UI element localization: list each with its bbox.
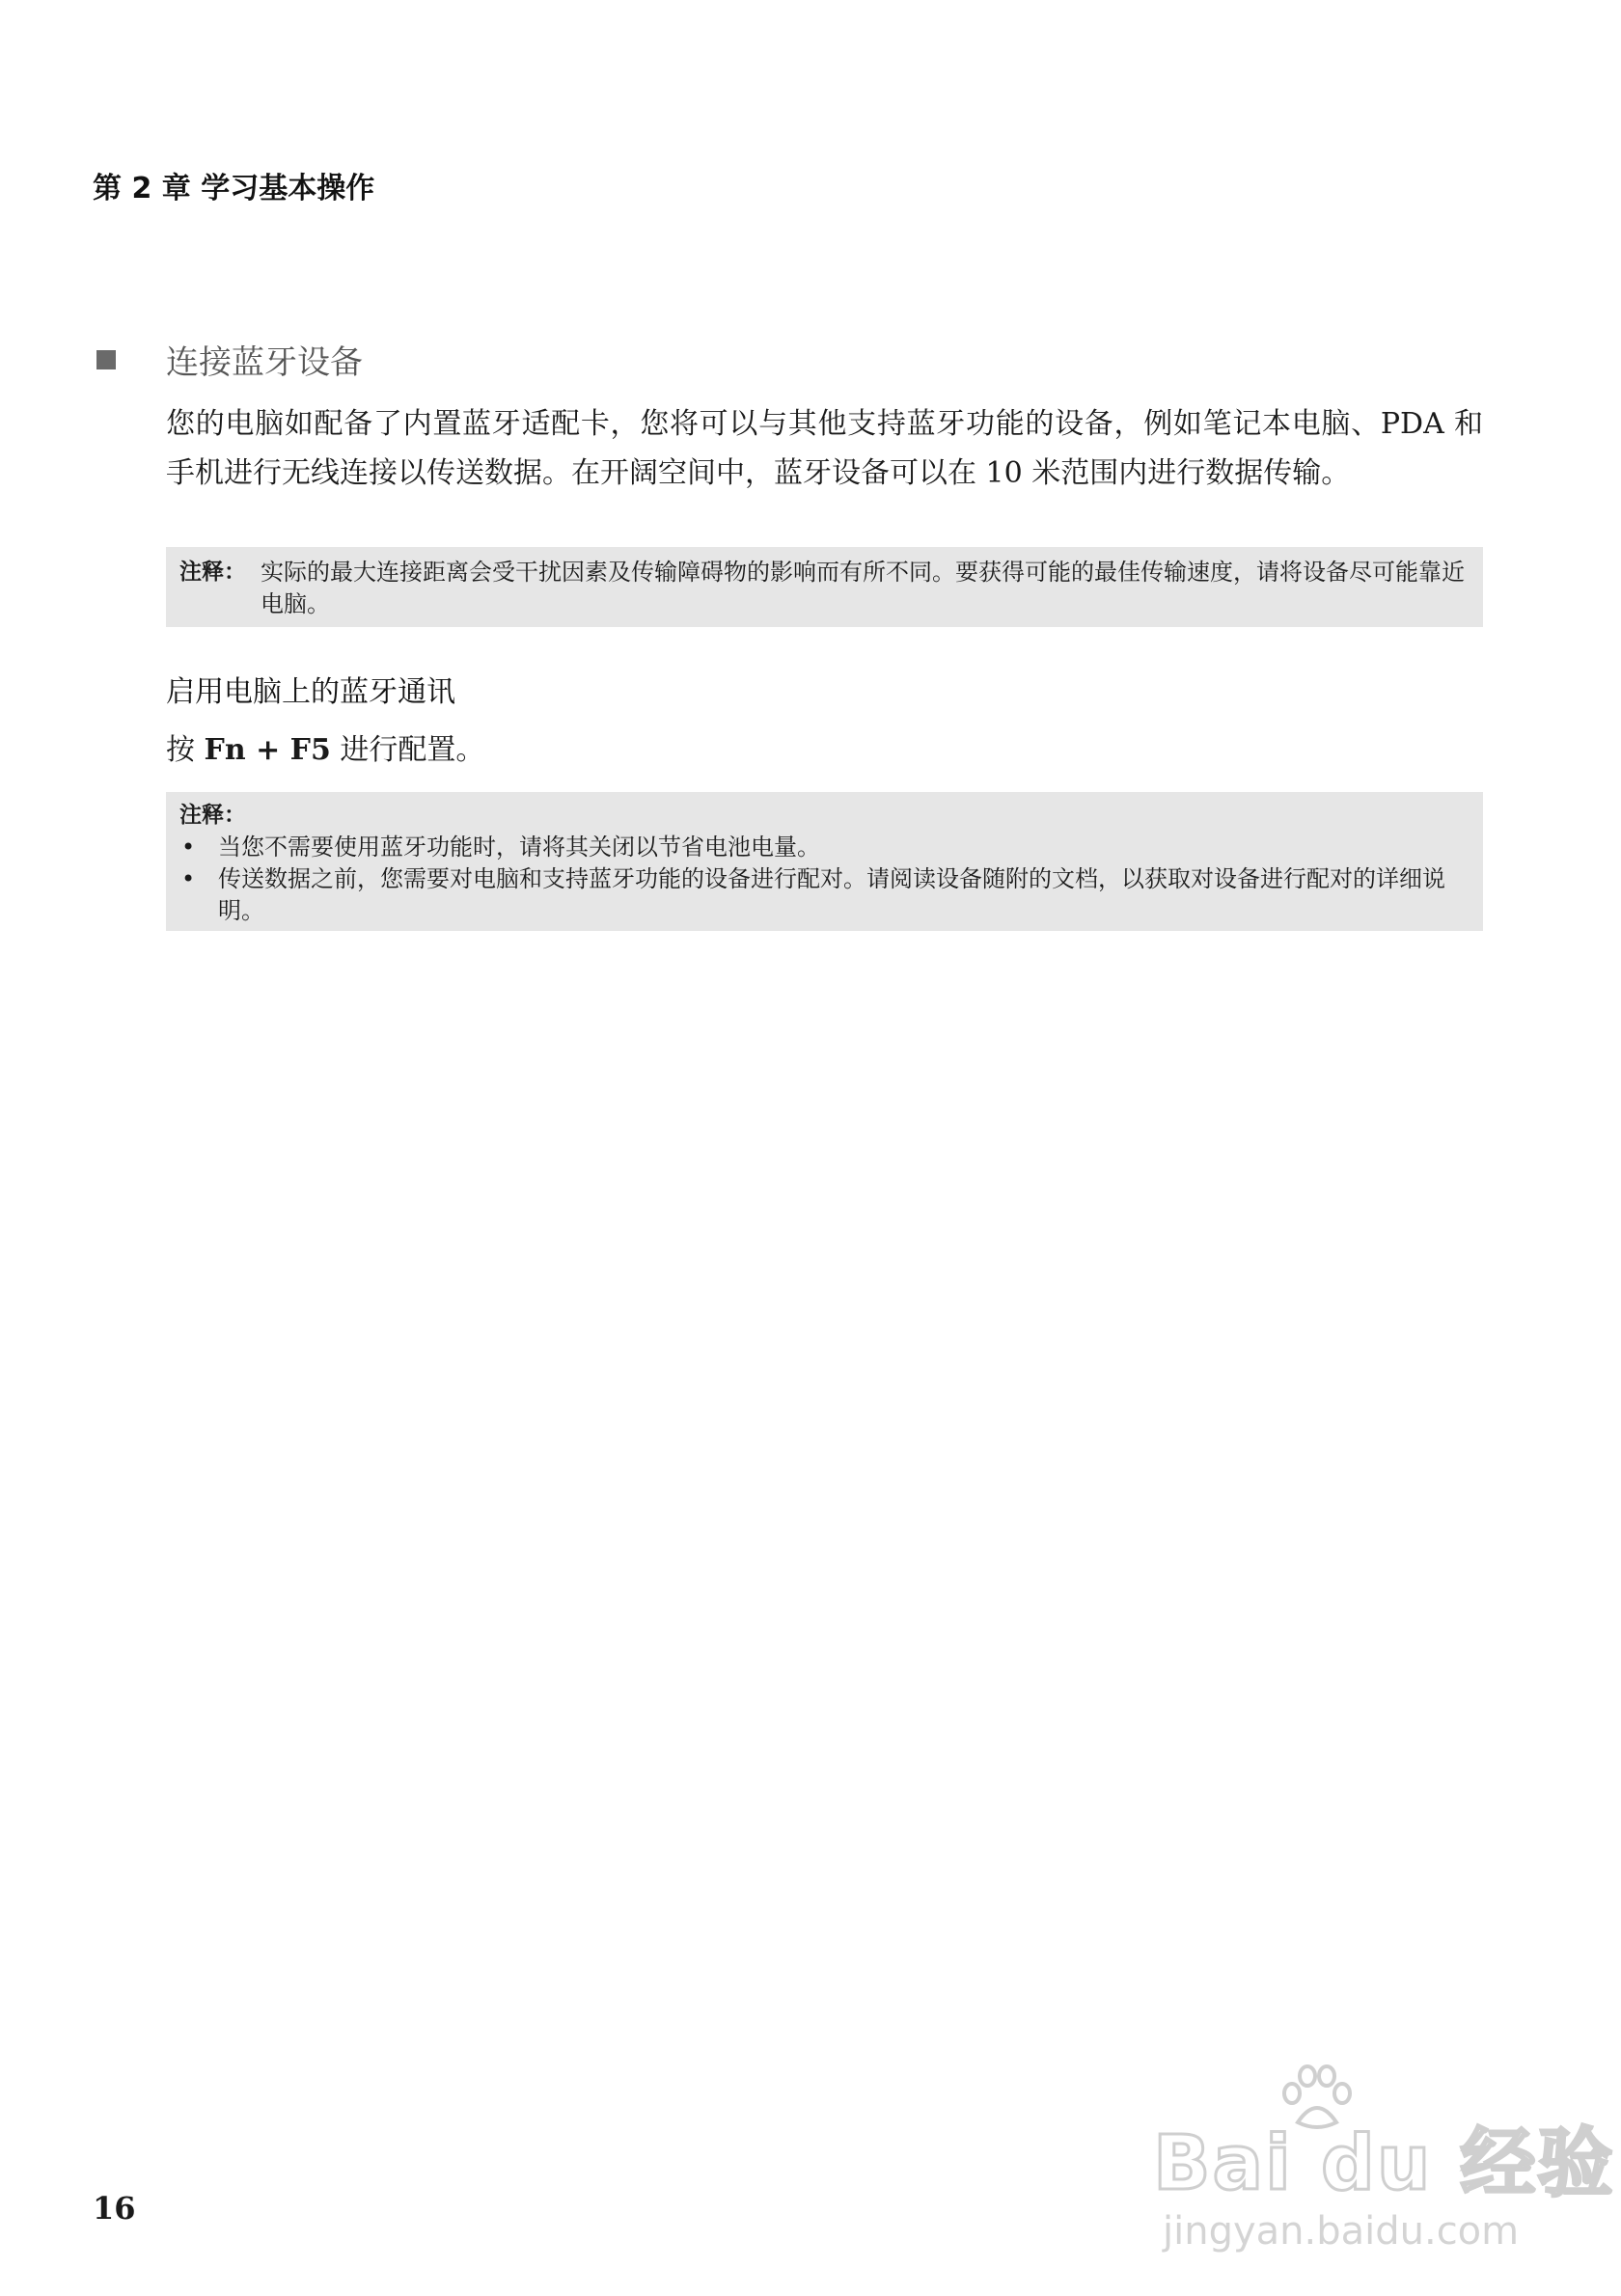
list-item <box>179 863 1470 927</box>
intro-paragraph: 您的电脑如配备了内置蓝牙适配卡，您将可以与其他支持蓝牙功能的设备，例如笔记本电脑、PDA 和手机进行无线连接以传送数据。在开阔空间中，蓝牙设备可以在 10 米范围内进行数据传输。 <box>166 407 1483 490</box>
watermark-logo-text: Bai du 经验 <box>1153 2120 1615 2207</box>
note-list <box>179 832 1470 927</box>
page-number: 16 <box>93 2190 136 2227</box>
bullet-icon: • <box>181 834 196 861</box>
section-heading <box>96 336 363 383</box>
section-title: 连接蓝牙设备 <box>166 343 363 382</box>
note-box-bluetooth <box>166 792 1483 931</box>
watermark-url: jingyan.baidu.com <box>1163 2209 1520 2254</box>
note-box-distance <box>166 547 1483 627</box>
list-item-text: 当您不需要使用蓝牙功能时，请将其关闭以节省电池电量。 <box>218 834 820 861</box>
chapter-header: 第 2 章 学习基本操作 <box>93 172 375 205</box>
note-text: 实际的最大连接距离会受干扰因素及传输障碍物的影响而有所不同。要获得可能的最佳传输速度，请将设备尽可能靠近电脑。 <box>261 559 1465 617</box>
note-label: 注释： <box>179 560 246 585</box>
baidu-watermark <box>1153 2064 1615 2257</box>
list-item-text: 传送数据之前，您需要对电脑和支持蓝牙功能的设备进行配对。请阅读设备随附的文档，以获取对设备进行配对的详细说明。 <box>218 865 1445 924</box>
note-label: 注释： <box>179 803 246 828</box>
instruction-prefix: 按 <box>166 733 205 767</box>
instruction-suffix: 进行配置。 <box>330 733 485 767</box>
instruction-line <box>166 725 484 768</box>
subsection-title: 启用电脑上的蓝牙通讯 <box>166 675 455 709</box>
square-bullet-icon <box>96 350 116 369</box>
bullet-icon: • <box>181 865 196 892</box>
key-combo: Fn + F5 <box>204 733 331 767</box>
list-item <box>179 832 1470 863</box>
